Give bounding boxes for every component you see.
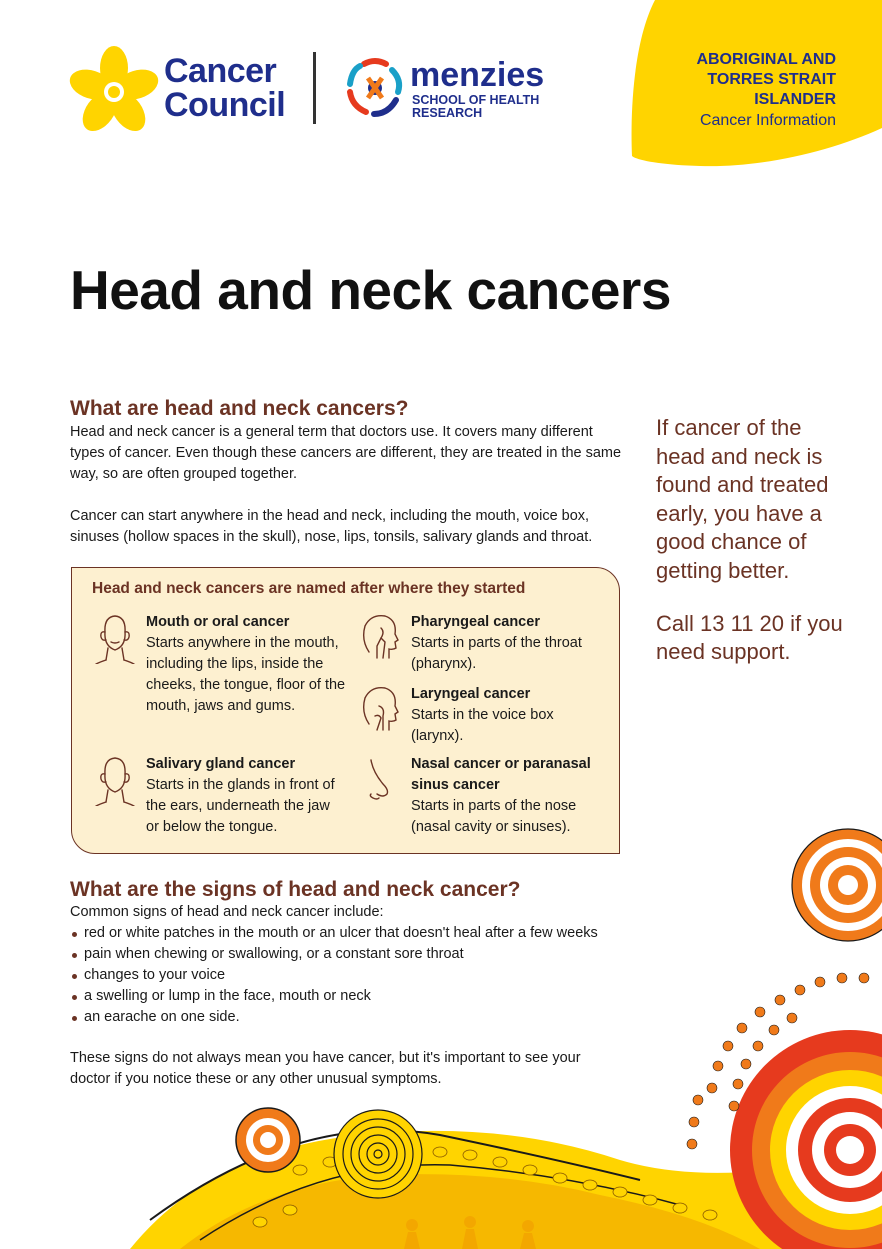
- page-title: Head and neck cancers: [70, 259, 671, 321]
- cancer-type-title: Nasal cancer or paranasal sinus cancer: [411, 756, 591, 793]
- cancer-type-description: Starts anywhere in the mouth, including the lips, inside the cheeks, the tongue, floor of the mouth, jaws and gums.: [146, 635, 346, 714]
- what-are-paragraph-1: Head and neck cancer is a general term that doctors use. It covers many different types of cancer. Even though these cancers are different, they are treated in the same way, so are often grouped together.: [70, 424, 622, 482]
- cancer-type-title: Mouth or oral cancer: [146, 614, 290, 630]
- what-are-heading: What are head and neck cancers?: [70, 397, 409, 420]
- support-phone-text: Call 13 11 20 if you need support.: [656, 610, 843, 665]
- menzies-subtitle: SCHOOL OF HEALTH RESEARCH: [412, 93, 540, 120]
- audience-line-2: TORRES STRAIT: [707, 71, 836, 88]
- audience-subtitle: Cancer Information: [699, 112, 836, 129]
- daffodil-icon: [68, 46, 160, 136]
- cancer-type-description: Starts in parts of the throat (pharynx).: [411, 635, 582, 672]
- list-item: an earache on one side.: [70, 1007, 650, 1028]
- logo-divider: [313, 52, 316, 124]
- cancer-type-description: Starts in the voice box (larynx).: [411, 707, 554, 744]
- nose-icon: [359, 754, 401, 806]
- menzies-star-icon: [344, 56, 406, 120]
- cancer-type-laryngeal: [359, 684, 609, 744]
- cancer-type-title: Salivary gland cancer: [146, 756, 296, 772]
- cancer-type-title: Laryngeal cancer: [411, 686, 531, 702]
- what-are-paragraph-2: Cancer can start anywhere in the head and neck, including the mouth, voice box, sinuses (hollow spaces in the skull), nose, lips, tonsils, salivary glands and throat.: [70, 508, 593, 545]
- cancer-type-title: Pharyngeal cancer: [411, 614, 540, 630]
- cancer-type-mouth: [94, 612, 344, 742]
- audience-label: [626, 50, 836, 132]
- cancer-type-pharyngeal: [359, 612, 609, 672]
- cancer-type-description: Starts in parts of the nose (nasal cavity or sinuses).: [411, 798, 577, 835]
- signs-note: These signs do not always mean you have cancer, but it's important to see your doctor if you notice these or any other unusual symptoms.: [70, 1050, 581, 1087]
- signs-list: [70, 923, 650, 1028]
- cancer-council-wordmark: Cancer Council: [164, 52, 286, 124]
- face-icon: [94, 612, 136, 664]
- list-item: red or white patches in the mouth or an ulcer that doesn't heal after a few weeks: [70, 923, 650, 944]
- audience-line-1: ABORIGINAL AND: [696, 51, 836, 68]
- cancer-types-heading: Head and neck cancers are named after where they started: [92, 580, 526, 597]
- face-icon: [94, 754, 136, 806]
- throat-profile-icon: [359, 612, 401, 664]
- signs-intro: Common signs of head and neck cancer include:: [70, 904, 384, 920]
- audience-line-3: ISLANDER: [754, 91, 836, 108]
- list-item: changes to your voice: [70, 965, 650, 986]
- menzies-logo: [344, 56, 574, 126]
- side-callout-text: If cancer of the head and neck is found and treated early, you have a good chance of getting better.: [656, 415, 829, 583]
- menzies-wordmark: menzies: [410, 56, 545, 94]
- list-item: pain when chewing or swallowing, or a constant sore throat: [70, 944, 650, 965]
- side-callout: [656, 414, 856, 667]
- voice-box-profile-icon: [359, 684, 401, 736]
- cancer-type-description: Starts in the glands in front of the ears, underneath the jaw or below the tongue.: [146, 777, 335, 835]
- cancer-council-logo: [68, 46, 288, 136]
- signs-heading: What are the signs of head and neck cancer?: [70, 878, 521, 901]
- list-item: a swelling or lump in the face, mouth or neck: [70, 986, 650, 1007]
